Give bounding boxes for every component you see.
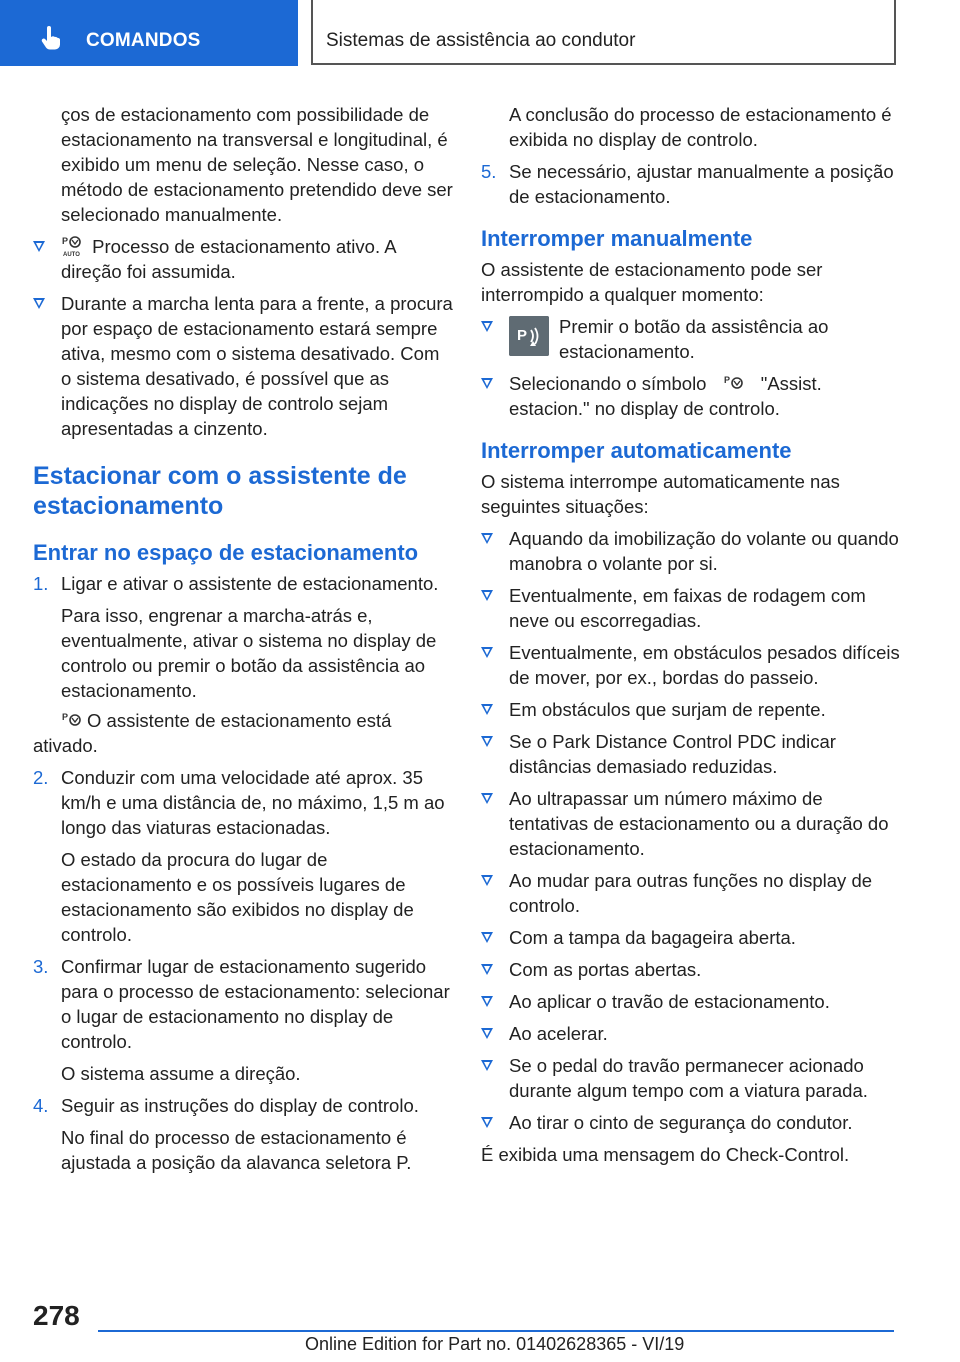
- svg-text:P: P: [723, 375, 730, 385]
- bullet-triangle-icon: [481, 932, 493, 943]
- chapter-tab[interactable]: [0, 0, 298, 66]
- list-item-text: Se o Park Distance Control PDC indicar distâncias demasiado reduzidas.: [509, 731, 836, 777]
- list-item-text: Ao tirar o cinto de segurança do condutor.: [509, 1112, 853, 1133]
- bullet-triangle-icon: [481, 793, 493, 804]
- list-item-text: Eventualmente, em faixas de rodagem com neve ou escorregadias.: [509, 585, 866, 631]
- step-number: 3.: [33, 956, 49, 977]
- parking-assist-icon: [61, 711, 83, 731]
- step-note: [33, 708, 453, 758]
- list-item: [481, 729, 901, 779]
- list-item-text: Com a tampa da bagageira aberta.: [509, 927, 796, 948]
- svg-text:P: P: [62, 712, 69, 722]
- svg-text:AUTO: AUTO: [63, 252, 80, 257]
- list-item-text: Em obstáculos que surjam de repente.: [509, 699, 826, 720]
- intro-paragraph: ços de estacionamento com possibilidade de estacionamento na transversal e longitudinal, é exibido um menu de seleção. Nesse caso, o método de estacionamento pretendido deve ser selecionado manualmente.: [61, 104, 453, 225]
- step-text: Ligar e ativar o assistente de estacionamento.: [61, 573, 439, 594]
- bullet-triangle-icon: [481, 378, 493, 389]
- list-item-text: Durante a marcha lenta para a frente, a procura por espaço de estacionamento estará sempre ativa, mesmo com o sistema desativado. Com o sistema desativado, é possível que as indicações no display de controlo sejam apresentadas a cinzento.: [61, 293, 453, 439]
- header-divider: [311, 63, 896, 65]
- list-item: [481, 925, 901, 950]
- bullet-triangle-icon: [481, 321, 493, 332]
- list-item: [481, 697, 901, 722]
- step-text: Confirmar lugar de estacionamento sugerido para o processo de estacionamento: selecionar o lugar de estacionamento no display de controlo.: [61, 956, 450, 1052]
- list-item-text: Selecionando o símbolo: [509, 373, 707, 394]
- subsection-heading: Entrar no espaço de estacionamento: [33, 540, 419, 565]
- bullet-triangle-icon: [481, 1028, 493, 1039]
- step-text: Seguir as instruções do display de controlo.: [61, 1095, 419, 1116]
- subsection-heading: Interromper automaticamente: [481, 438, 792, 463]
- page-number: 278: [33, 1300, 80, 1331]
- list-item: [33, 291, 453, 441]
- step-text: Se necessário, ajustar manualmente a posição de estacionamento.: [509, 161, 894, 207]
- list-item-text: Ao aplicar o travão de estacionamento.: [509, 991, 830, 1012]
- list-item-text: Ao mudar para outras funções no display de controlo.: [509, 870, 873, 916]
- section-title: Sistemas de assistência ao condutor: [326, 30, 636, 51]
- bullet-triangle-icon: [481, 875, 493, 886]
- list-item: [481, 314, 901, 364]
- parking-assist-icon: [716, 374, 752, 394]
- step-item: [33, 954, 453, 1086]
- list-item: [481, 1110, 901, 1135]
- hand-pointer-icon: [38, 25, 64, 51]
- svg-text:P: P: [517, 327, 528, 344]
- list-item: [481, 1053, 901, 1103]
- step-item: [33, 765, 453, 947]
- bullet-triangle-icon: [481, 1117, 493, 1128]
- bullet-triangle-icon: [481, 736, 493, 747]
- list-item: [481, 957, 901, 982]
- right-column: [481, 102, 901, 1174]
- step-subtext: No final do processo de estacionamento é ajustada a posição da alavanca seletora P.: [61, 1127, 412, 1173]
- list-item: [481, 371, 901, 421]
- svg-text:P: P: [62, 236, 69, 246]
- section-heading: Estacionar com o assistente de estacionamento: [33, 462, 407, 520]
- step-note-text: O assistente de estacionamento está ativado.: [33, 710, 392, 756]
- closing-paragraph: É exibida uma mensagem do Check-Control.: [481, 1144, 850, 1165]
- step-subtext: Para isso, engrenar a marcha-atrás e, eventualmente, ativar o sistema no display de controlo ou premir o botão da assistência ao estacionamento.: [61, 605, 437, 701]
- header-divider: [311, 0, 313, 64]
- bullet-triangle-icon: [481, 533, 493, 544]
- auto-interrupt-list: [481, 526, 901, 1135]
- list-item: [481, 640, 901, 690]
- chapter-tab-label: COMANDOS: [86, 30, 201, 51]
- list-item: [481, 868, 901, 918]
- list-item: [33, 234, 453, 284]
- bullet-triangle-icon: [481, 590, 493, 601]
- bullet-triangle-icon: [481, 1060, 493, 1071]
- list-item-text: Se o pedal do travão permanecer acionado durante algum tempo com a viatura parada.: [509, 1055, 868, 1101]
- page-header: [0, 0, 960, 66]
- bullet-triangle-icon: [481, 647, 493, 658]
- step-number: 2.: [33, 767, 49, 788]
- bullet-triangle-icon: [481, 964, 493, 975]
- step-item: [33, 1093, 453, 1175]
- header-divider: [894, 0, 896, 64]
- list-item-text: Com as portas abertas.: [509, 959, 702, 980]
- step-number: 5.: [481, 161, 497, 182]
- footer-rule: [98, 1330, 894, 1332]
- parking-assist-button-icon: [509, 316, 549, 356]
- list-item-text: "Assist. estacion." no display de controlo.: [509, 373, 822, 419]
- step-text: Conduzir com uma velocidade até aprox. 35 km/h e uma distância de, no máximo, 1,5 m ao longo das viaturas estacionadas.: [61, 767, 445, 838]
- step-item: [33, 571, 453, 703]
- subsection-heading: Interromper manualmente: [481, 226, 753, 251]
- bullet-triangle-icon: [481, 704, 493, 715]
- paragraph: O sistema interrompe automaticamente nas seguintes situações:: [481, 471, 840, 517]
- step-item: [481, 159, 901, 209]
- left-column: [33, 102, 453, 1182]
- list-item-text: Aquando da imobilização do volante ou quando manobra o volante por si.: [509, 528, 899, 574]
- edition-text: Online Edition for Part no. 01402628365 - VI/19: [305, 1334, 685, 1354]
- list-item-text: Premir o botão da assistência ao estacionamento.: [559, 316, 829, 362]
- paragraph: O assistente de estacionamento pode ser interrompido a qualquer momento:: [481, 259, 823, 305]
- list-item-text: Processo de estacionamento ativo. A direção foi assumida.: [61, 236, 396, 282]
- bullet-triangle-icon: [33, 298, 45, 309]
- step-subtext: O sistema assume a direção.: [61, 1063, 301, 1084]
- list-item: [481, 526, 901, 576]
- bullet-triangle-icon: [481, 996, 493, 1007]
- list-item: [481, 786, 901, 861]
- continued-paragraph: A conclusão do processo de estacionamento é exibida no display de controlo.: [509, 104, 892, 150]
- list-item: [481, 583, 901, 633]
- list-item: [481, 1021, 901, 1046]
- list-item: [481, 989, 901, 1014]
- list-item-text: Ao ultrapassar um número máximo de tentativas de estacionamento ou a duração do estacionamento.: [509, 788, 889, 859]
- list-item-text: Eventualmente, em obstáculos pesados difíceis de mover, por ex., bordas do passeio.: [509, 642, 900, 688]
- parking-assist-auto-icon: [61, 235, 83, 257]
- bullet-triangle-icon: [33, 241, 45, 252]
- step-number: 1.: [33, 573, 49, 594]
- step-number: 4.: [33, 1095, 49, 1116]
- step-subtext: O estado da procura do lugar de estacionamento e os possíveis lugares de estacionamento são exibidos no display de controlo.: [61, 849, 414, 945]
- list-item-text: Ao acelerar.: [509, 1023, 608, 1044]
